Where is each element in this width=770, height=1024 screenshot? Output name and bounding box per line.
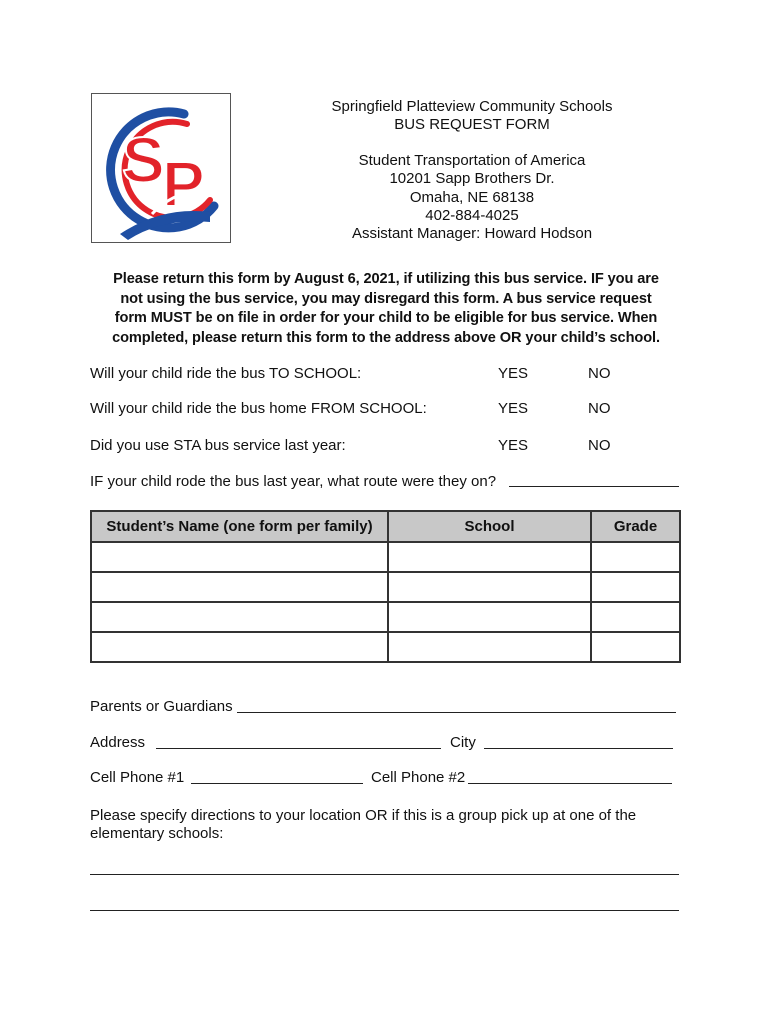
cell-phone-2-field[interactable] xyxy=(468,783,672,784)
school-cell[interactable] xyxy=(388,632,591,662)
grade-cell[interactable] xyxy=(591,572,680,602)
yes-option[interactable]: YES xyxy=(498,365,529,382)
parents-field[interactable] xyxy=(237,712,676,713)
no-option[interactable]: NO xyxy=(588,365,611,382)
route-field[interactable] xyxy=(509,486,679,487)
table-row xyxy=(91,632,680,662)
city-state-zip: Omaha, NE 68138 xyxy=(409,188,535,206)
address-label: Address xyxy=(90,734,146,751)
cell-phone-1-field[interactable] xyxy=(191,783,363,784)
question-from-school: Will your child ride the bus home FROM SCHOOL: xyxy=(90,400,427,417)
school-name: Springfield Platteview Community Schools xyxy=(331,98,613,115)
school-logo xyxy=(91,93,231,243)
notice-line: Please return this form by August 6, 2021, if utilizing this bus service. IF you are xyxy=(113,271,659,287)
directions-line: elementary schools: xyxy=(90,825,224,842)
phone-number: 402-884-4025 xyxy=(425,207,519,225)
address-field[interactable] xyxy=(156,748,441,749)
school-cell[interactable] xyxy=(388,602,591,632)
svg-text:S: S xyxy=(122,124,165,196)
return-notice xyxy=(86,270,686,348)
city-field[interactable] xyxy=(484,748,673,749)
table-row xyxy=(91,602,680,632)
svg-text:P: P xyxy=(162,148,205,220)
sp-logo-icon xyxy=(92,94,230,242)
directions-line: Please specify directions to your location OR if this is a group pick up at one of the xyxy=(90,807,637,824)
grade-cell[interactable] xyxy=(591,542,680,572)
table-row xyxy=(91,542,680,572)
student-name-header: Student’s Name (one form per family) xyxy=(91,511,388,542)
school-cell[interactable] xyxy=(388,572,591,602)
directions-field-line[interactable] xyxy=(90,910,679,911)
directions-field-line[interactable] xyxy=(90,874,679,875)
form-title: BUS REQUEST FORM xyxy=(394,116,550,134)
table-header-row xyxy=(91,511,680,542)
school-header: School xyxy=(388,511,591,542)
no-option[interactable]: NO xyxy=(588,437,611,454)
notice-line: form MUST be on file in order for your child to be eligible for bus service. When xyxy=(114,310,658,326)
parents-label: Parents or Guardians xyxy=(90,698,233,715)
street-address: 10201 Sapp Brothers Dr. xyxy=(389,170,555,188)
route-question: IF your child rode the bus last year, what route were they on? xyxy=(90,473,497,490)
grade-cell[interactable] xyxy=(591,632,680,662)
yes-option[interactable]: YES xyxy=(498,437,529,454)
school-cell[interactable] xyxy=(388,542,591,572)
notice-line: not using the bus service, you may disregard this form. A bus service request xyxy=(120,290,652,307)
table-row xyxy=(91,572,680,602)
grade-cell[interactable] xyxy=(591,602,680,632)
manager-name: Assistant Manager: Howard Hodson xyxy=(351,225,593,243)
notice-line: completed, please return this form to the address above OR your child’s school. xyxy=(112,329,660,346)
city-label: City xyxy=(450,734,476,751)
grade-header: Grade xyxy=(591,511,680,542)
no-option[interactable]: NO xyxy=(588,400,611,417)
cell-phone-1-label: Cell Phone #1 xyxy=(90,769,185,786)
form-header xyxy=(262,98,682,244)
cell-phone-2-label: Cell Phone #2 xyxy=(371,769,466,786)
student-name-cell[interactable] xyxy=(91,602,388,632)
yes-option[interactable]: YES xyxy=(498,400,529,417)
question-last-year: Did you use STA bus service last year: xyxy=(90,437,346,454)
student-name-cell[interactable] xyxy=(91,542,388,572)
student-name-cell[interactable] xyxy=(91,632,388,662)
question-to-school: Will your child ride the bus TO SCHOOL: xyxy=(90,365,362,382)
student-name-cell[interactable] xyxy=(91,572,388,602)
student-table xyxy=(90,510,681,663)
company-name: Student Transportation of America xyxy=(358,151,586,169)
